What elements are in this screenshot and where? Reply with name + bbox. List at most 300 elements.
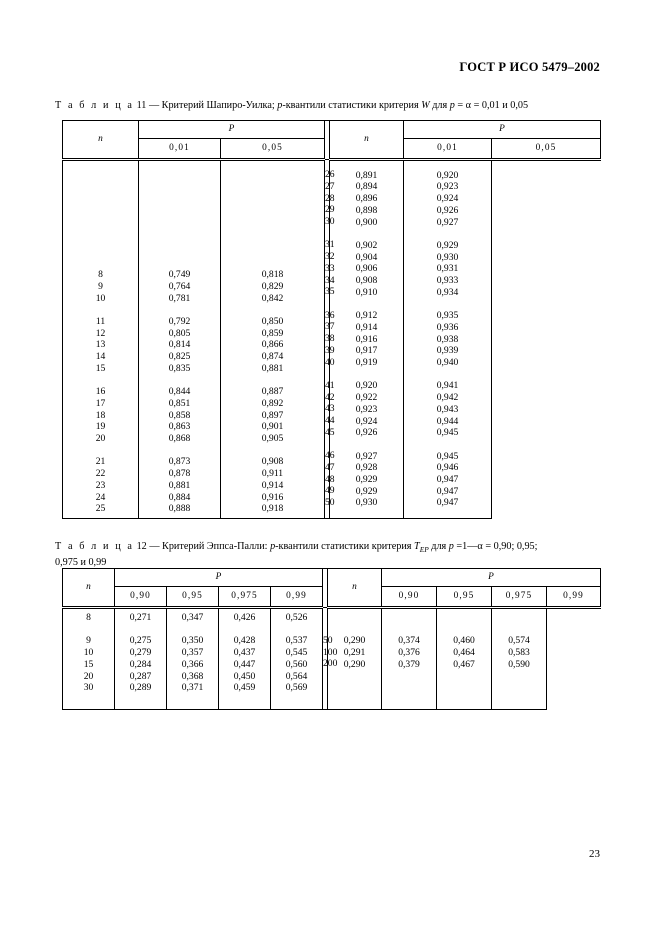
- cell-value: 0,939: [436, 345, 459, 357]
- table-12-caption-line2: 0,975 и 0,99: [55, 556, 107, 568]
- cell-value: 0,825: [168, 351, 191, 363]
- cell-value: 0,911: [261, 468, 284, 480]
- page-number: 23: [589, 848, 600, 860]
- table-12-caption-label: Т а б л и ц а: [55, 541, 135, 552]
- cell-value: 9: [86, 635, 91, 647]
- spacer: [221, 234, 324, 246]
- cell-value: 0,916: [355, 333, 378, 345]
- spacer: [63, 694, 114, 706]
- table-11-caption: [55, 99, 610, 114]
- cell-value: 0,942: [436, 392, 459, 404]
- table-11-header-row-1: [63, 121, 601, 139]
- table-12-caption-number: 12: [136, 541, 147, 552]
- cell-value: 0,467: [453, 658, 475, 670]
- cell-value: 16: [95, 386, 106, 398]
- cell-value: 0,930: [436, 251, 459, 263]
- table-11-col-p005-right: 0,05: [492, 139, 601, 160]
- cell-value: 0,881: [168, 479, 191, 491]
- cell-value: 0,290: [343, 658, 366, 670]
- spacer: [63, 234, 138, 246]
- cell-value: 0,859: [261, 327, 284, 339]
- spacer: [323, 670, 327, 682]
- table-12-left-p090-column: [115, 608, 167, 710]
- table-12-header-n-left: n: [63, 569, 115, 608]
- cell-value: 0,460: [453, 635, 475, 647]
- cell-value: 30: [83, 682, 94, 694]
- cell-value: 0,881: [261, 362, 284, 374]
- spacer: [139, 199, 220, 211]
- cell-value: 0,858: [168, 409, 191, 421]
- table-12-caption: [55, 540, 610, 571]
- spacer: [115, 694, 166, 706]
- cell-value: 0,947: [436, 474, 459, 485]
- spacer: [404, 439, 491, 451]
- cell-value: 0,289: [129, 682, 152, 694]
- cell-value: 27: [325, 180, 335, 192]
- table-12-caption-text-a: Критерий Эппса-Палли:: [162, 541, 268, 552]
- spacer: [492, 624, 546, 636]
- cell-value: 50: [325, 496, 335, 508]
- cell-value: 0,366: [181, 658, 204, 670]
- cell-value: 0,851: [168, 397, 191, 409]
- table-11-header-n-right: n: [330, 121, 404, 160]
- cell-value: 0,901: [261, 421, 284, 433]
- cell-value: 0,910: [355, 286, 378, 298]
- cell-value: 0,897: [261, 409, 284, 421]
- cell-value: 25: [95, 503, 106, 515]
- cell-value: 0,923: [436, 181, 459, 193]
- table-11-right-p001-column: [330, 160, 404, 519]
- table-11-body: [63, 160, 601, 519]
- table-12-header-p-right: P: [382, 569, 601, 587]
- cell-value: 0,900: [355, 216, 378, 228]
- cell-value: 22: [95, 468, 106, 480]
- table-12-body: [63, 608, 601, 710]
- spacer: [330, 228, 403, 240]
- cell-value: 0,829: [261, 280, 284, 292]
- cell-value: 0,946: [436, 462, 459, 474]
- spacer: [221, 199, 324, 211]
- table-12-header-row-1: [63, 569, 601, 587]
- cell-value: 0,842: [261, 292, 284, 304]
- table-12-right-p095-column: [382, 608, 437, 710]
- table-11-header-n-left: n: [63, 121, 139, 160]
- table-12-caption-dash: —: [149, 541, 160, 552]
- cell-value: 0,945: [436, 427, 459, 439]
- spacer: [328, 624, 381, 636]
- cell-value: 15: [95, 362, 106, 374]
- spacer: [382, 671, 436, 683]
- table-12-col-p095-left: 0,95: [167, 587, 219, 608]
- table-11-header-p-right: P: [404, 121, 601, 139]
- spacer: [328, 671, 381, 683]
- cell-value: 0,927: [355, 450, 378, 462]
- cell-value: 0,866: [261, 339, 284, 351]
- spacer: [221, 258, 324, 270]
- spacer: [437, 694, 491, 706]
- cell-value: 30: [325, 216, 335, 228]
- cell-value: 0,376: [398, 647, 420, 659]
- cell-value: 33: [325, 262, 335, 274]
- cell-value: 0,908: [355, 275, 378, 287]
- cell-value: 0,379: [398, 658, 420, 670]
- spacer: [221, 187, 324, 199]
- spacer: [139, 211, 220, 223]
- table-11-caption-equals-alpha: = α: [457, 100, 474, 111]
- cell-value: 0,944: [436, 415, 459, 427]
- spacer: [330, 439, 403, 451]
- cell-value: 0,894: [355, 181, 378, 193]
- cell-value: 0,545: [285, 647, 308, 659]
- spacer: [167, 694, 218, 706]
- table-11-left-p005-column: [221, 160, 325, 519]
- spacer: [63, 624, 114, 636]
- table-11-caption-number: 11: [136, 100, 147, 111]
- cell-value: 0,947: [436, 485, 459, 497]
- spacer: [437, 612, 491, 624]
- cell-value: 0,874: [261, 351, 284, 363]
- cell-value: 0,904: [355, 251, 378, 263]
- cell-value: 0,835: [168, 362, 191, 374]
- spacer: [382, 682, 436, 694]
- spacer: [63, 211, 138, 223]
- cell-value: 0,933: [436, 275, 459, 287]
- table-12-col-p0975-right: 0,975: [492, 587, 547, 608]
- table-11-col-p001-right: 0,01: [404, 139, 492, 160]
- cell-value: 29: [325, 204, 335, 216]
- cell-value: 0,805: [168, 327, 191, 339]
- spacer: [323, 682, 327, 694]
- cell-value: 20: [83, 670, 94, 682]
- cell-value: 0,850: [261, 315, 284, 327]
- spacer: [63, 246, 138, 258]
- cell-value: 0,350: [181, 635, 204, 647]
- spacer: [323, 612, 327, 624]
- cell-value: 40: [325, 356, 335, 368]
- table-12-left-p095-column: [167, 608, 219, 710]
- cell-value: 0,764: [168, 280, 191, 292]
- spacer: [219, 624, 270, 636]
- spacer: [63, 199, 138, 211]
- cell-value: 0,896: [355, 193, 378, 205]
- cell-value: 23: [95, 479, 106, 491]
- table-11-header-p-left: P: [139, 121, 325, 139]
- cell-value: 0,564: [285, 670, 308, 682]
- cell-value: 0,878: [168, 468, 191, 480]
- cell-value: 0,906: [355, 263, 378, 275]
- spacer: [219, 694, 270, 706]
- spacer: [63, 222, 138, 234]
- spacer: [382, 624, 436, 636]
- table-11-caption-var-p: p: [277, 100, 283, 111]
- cell-value: 0,271: [129, 612, 152, 623]
- table-11-caption-text-a: Критерий Шапиро-Уилка;: [161, 100, 275, 111]
- cell-value: 0,943: [436, 403, 459, 415]
- spacer: [492, 671, 546, 683]
- cell-value: 0,928: [355, 462, 378, 474]
- cell-value: 0,905: [261, 433, 284, 444]
- spacer: [139, 258, 220, 270]
- table-11-right-p005-column: [404, 160, 492, 519]
- cell-value: 0,929: [436, 239, 459, 251]
- spacer: [328, 694, 381, 706]
- cell-value: 0,844: [168, 386, 191, 398]
- cell-value: 26: [325, 169, 335, 181]
- cell-value: 11: [95, 315, 106, 327]
- cell-value: 0,371: [181, 682, 204, 694]
- spacer: [328, 612, 381, 624]
- cell-value: 0,935: [436, 310, 459, 322]
- cell-value: 0,814: [168, 339, 191, 351]
- cell-value: 0,279: [129, 647, 152, 659]
- cell-value: 19: [95, 421, 106, 433]
- spacer: [139, 222, 220, 234]
- cell-value: 0,287: [129, 670, 152, 682]
- cell-value: 0,426: [233, 612, 256, 623]
- spacer: [325, 368, 329, 380]
- cell-value: 24: [95, 491, 106, 503]
- spacer: [139, 164, 220, 176]
- cell-value: 0,945: [436, 450, 459, 462]
- cell-value: 14: [95, 351, 106, 363]
- spacer: [139, 176, 220, 188]
- cell-value: 0,437: [233, 647, 256, 659]
- cell-value: 0,447: [233, 658, 256, 670]
- table-12-header-p-left: P: [115, 569, 323, 587]
- cell-value: 0,929: [355, 474, 378, 485]
- cell-value: 0,574: [508, 635, 530, 647]
- cell-value: 41: [325, 379, 335, 391]
- cell-value: 47: [325, 461, 335, 473]
- cell-value: 0,931: [436, 263, 459, 275]
- table-12-data-row: [63, 608, 601, 710]
- spacer: [63, 164, 138, 176]
- table-11-caption-var-p2: p: [449, 100, 455, 111]
- cell-value: 0,792: [168, 315, 191, 327]
- cell-value: 8: [98, 269, 103, 281]
- cell-value: 0,749: [168, 269, 191, 281]
- cell-value: 39: [325, 344, 335, 356]
- spacer: [63, 304, 138, 316]
- cell-value: 0,902: [355, 239, 378, 251]
- cell-value: 0,368: [181, 670, 204, 682]
- table-11-head: [63, 121, 601, 160]
- cell-value: 0,912: [355, 310, 378, 322]
- table-12-caption-var-t-subscript: EP: [419, 545, 429, 555]
- cell-value: 38: [325, 333, 335, 345]
- spacer: [63, 187, 138, 199]
- table-12-caption-var-p: p: [270, 541, 276, 552]
- spacer: [221, 222, 324, 234]
- table-12-head: [63, 569, 601, 608]
- table-11-caption-tail: = 0,01 и 0,05: [473, 100, 529, 111]
- table-11-col-p001-left: 0,01: [139, 139, 221, 160]
- table-11-col-p005-left: 0,05: [221, 139, 325, 160]
- spacer: [437, 671, 491, 683]
- spacer: [325, 298, 329, 310]
- table-11-caption-text-c: для: [432, 100, 448, 111]
- spacer: [63, 176, 138, 188]
- cell-value: 21: [95, 456, 106, 468]
- spacer: [271, 624, 322, 636]
- cell-value: 100: [323, 646, 338, 658]
- spacer: [330, 369, 403, 381]
- spacer: [139, 246, 220, 258]
- cell-value: 12: [95, 327, 106, 339]
- cell-value: 0,929: [355, 485, 378, 497]
- spacer: [323, 693, 327, 705]
- table-11-caption-var-w: W: [421, 100, 430, 111]
- table-12-left-p0975-column: [219, 608, 271, 710]
- spacer: [404, 228, 491, 240]
- spacer: [328, 682, 381, 694]
- cell-value: 0,922: [355, 392, 378, 404]
- cell-value: 8: [86, 612, 91, 623]
- spacer: [325, 228, 329, 240]
- cell-value: 0,940: [436, 357, 459, 368]
- spacer: [139, 234, 220, 246]
- spacer: [221, 246, 324, 258]
- spacer: [404, 299, 491, 311]
- table-11-caption-label: Т а б л и ц а: [55, 100, 135, 111]
- cell-value: 42: [325, 391, 335, 403]
- spacer: [221, 164, 324, 176]
- spacer: [167, 624, 218, 636]
- spacer: [63, 375, 138, 387]
- cell-value: 0,569: [285, 682, 308, 694]
- table-12-caption-var-p2: p: [448, 541, 454, 552]
- spacer: [139, 187, 220, 199]
- cell-value: 44: [325, 415, 335, 426]
- cell-value: 0,873: [168, 456, 191, 468]
- cell-value: 35: [325, 286, 335, 298]
- spacer: [404, 369, 491, 381]
- cell-value: 0,914: [261, 479, 284, 491]
- cell-value: 0,936: [436, 321, 459, 333]
- cell-value: 0,920: [355, 380, 378, 392]
- cell-value: 10: [83, 647, 94, 659]
- cell-value: 48: [325, 473, 335, 485]
- cell-value: 0,926: [436, 204, 459, 216]
- spacer: [139, 304, 220, 316]
- cell-value: 0,464: [453, 647, 475, 659]
- cell-value: 0,892: [261, 397, 284, 409]
- spacer: [330, 299, 403, 311]
- cell-value: 0,914: [355, 321, 378, 333]
- cell-value: 34: [325, 274, 335, 286]
- table-11-caption-dash: —: [148, 100, 160, 111]
- table-12: [62, 568, 601, 710]
- cell-value: 0,526: [285, 612, 308, 623]
- cell-value: 0,938: [436, 333, 459, 345]
- cell-value: 0,941: [436, 380, 459, 392]
- cell-value: 0,917: [355, 345, 378, 357]
- cell-value: 0,357: [181, 647, 204, 659]
- spacer: [437, 624, 491, 636]
- cell-value: 0,923: [355, 403, 378, 415]
- spacer: [115, 624, 166, 636]
- cell-value: 36: [325, 309, 335, 321]
- table-12-caption-tail: = 0,90; 0,95;: [485, 541, 538, 552]
- table-12-header-n-right: n: [328, 569, 382, 608]
- spacer: [221, 375, 324, 387]
- spacer: [221, 445, 324, 457]
- spacer: [323, 623, 327, 635]
- table-12-right-p0975-column: [437, 608, 492, 710]
- cell-value: 0,926: [355, 427, 378, 439]
- cell-value: 0,374: [398, 635, 420, 647]
- spacer: [63, 258, 138, 270]
- table-11-right-n-column: [325, 160, 335, 519]
- cell-value: 0,290: [343, 635, 366, 647]
- cell-value: 0,891: [355, 169, 378, 181]
- table-12-caption-var-t: T: [414, 541, 420, 552]
- spacer: [221, 304, 324, 316]
- spacer: [139, 375, 220, 387]
- cell-value: 0,916: [261, 491, 284, 503]
- cell-value: 0,919: [355, 357, 378, 368]
- cell-value: 200: [323, 658, 338, 670]
- document-header: ГОСТ Р ИСО 5479–2002: [459, 60, 600, 74]
- cell-value: 18: [95, 409, 106, 421]
- spacer: [221, 211, 324, 223]
- cell-value: 0,887: [261, 386, 284, 398]
- table-11-caption-text-b: -квантили статистики критерия: [282, 100, 419, 111]
- cell-value: 0,583: [508, 647, 530, 659]
- table-12-col-p090-left: 0,90: [115, 587, 167, 608]
- cell-value: 0,908: [261, 456, 284, 468]
- cell-value: 9: [98, 280, 103, 292]
- cell-value: 0,284: [129, 658, 152, 670]
- cell-value: 0,428: [233, 635, 256, 647]
- spacer: [492, 682, 546, 694]
- cell-value: 0,560: [285, 658, 308, 670]
- table-11-left-n-column: [63, 160, 139, 519]
- cell-value: 37: [325, 321, 335, 333]
- cell-value: 45: [325, 426, 335, 438]
- cell-value: 0,898: [355, 204, 378, 216]
- table-12-caption-text-b: -квантили статистики критерия: [275, 541, 412, 552]
- cell-value: 32: [325, 251, 335, 263]
- cell-value: 46: [325, 450, 335, 462]
- cell-value: 0,927: [436, 216, 459, 228]
- cell-value: 0,868: [168, 433, 191, 444]
- table-12-caption-text-c: для: [431, 541, 447, 552]
- cell-value: 0,947: [436, 497, 459, 509]
- spacer: [63, 445, 138, 457]
- table-12-col-p0975-left: 0,975: [219, 587, 271, 608]
- spacer: [492, 612, 546, 624]
- cell-value: 0,818: [261, 269, 284, 281]
- spacer: [382, 694, 436, 706]
- cell-value: 17: [95, 397, 106, 409]
- spacer: [437, 682, 491, 694]
- cell-value: 43: [325, 403, 335, 415]
- table-11-left-p001-column: [139, 160, 221, 519]
- cell-value: 0,924: [355, 415, 378, 427]
- table-12-col-p095-right: 0,95: [437, 587, 492, 608]
- cell-value: 50: [323, 634, 333, 646]
- cell-value: 0,590: [508, 658, 530, 670]
- cell-value: 13: [95, 339, 106, 351]
- cell-value: 0,863: [168, 421, 191, 433]
- cell-value: 0,888: [168, 503, 191, 515]
- table-12-col-p099-right: 0,99: [547, 587, 601, 608]
- spacer: [325, 438, 329, 450]
- table-12-caption-equals: =1—α: [453, 541, 486, 552]
- table-12-left-p099-column: [271, 608, 323, 710]
- cell-value: 0,884: [168, 491, 191, 503]
